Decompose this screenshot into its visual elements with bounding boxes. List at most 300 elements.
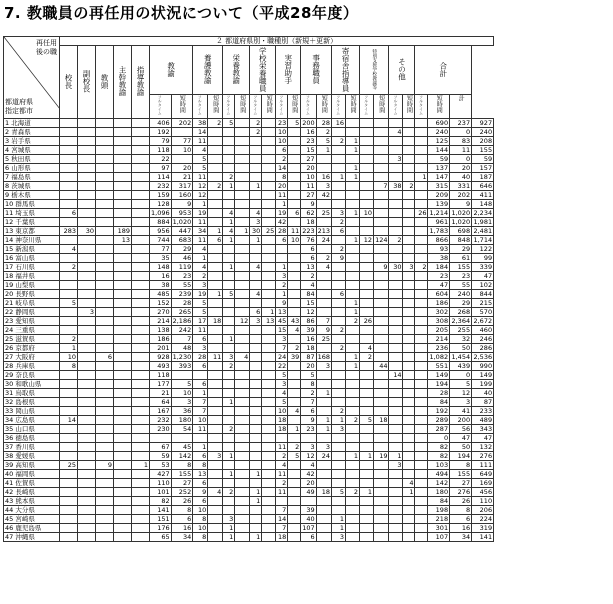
prefecture-name: 27 大阪府 bbox=[4, 353, 60, 362]
table-cell: 6 bbox=[332, 227, 346, 236]
table-cell bbox=[360, 272, 374, 281]
table-cell bbox=[332, 443, 346, 452]
table-cell bbox=[96, 479, 114, 488]
table-cell: 147 bbox=[428, 173, 450, 182]
table-cell: 157 bbox=[472, 164, 494, 173]
table-cell: 2,481 bbox=[473, 227, 493, 235]
table-cell bbox=[250, 200, 262, 209]
table-cell: 1 bbox=[262, 308, 276, 317]
table-cell bbox=[132, 146, 150, 155]
table-cell: 34 bbox=[450, 533, 472, 542]
table-cell bbox=[389, 227, 403, 236]
table-cell bbox=[235, 146, 250, 155]
table-cell: 4 bbox=[193, 146, 208, 155]
table-cell bbox=[262, 254, 276, 263]
table-cell: 13 bbox=[193, 470, 208, 479]
table-cell: 10 bbox=[60, 353, 78, 362]
table-cell bbox=[332, 272, 346, 281]
table-cell bbox=[208, 200, 223, 209]
table-cell bbox=[223, 245, 235, 254]
corner-top-label: 後の職 bbox=[36, 48, 57, 56]
table-row bbox=[4, 407, 494, 416]
table-cell bbox=[78, 209, 96, 218]
table-cell: 6 bbox=[96, 353, 114, 362]
table-row bbox=[4, 209, 494, 218]
table-cell bbox=[389, 425, 403, 434]
table-cell bbox=[374, 281, 389, 290]
table-cell: 237 bbox=[450, 119, 472, 128]
table-cell: 3 bbox=[78, 308, 96, 317]
table-cell: 6 bbox=[193, 380, 208, 389]
table-cell bbox=[415, 236, 428, 245]
table-cell bbox=[235, 119, 250, 128]
table-cell: 317 bbox=[171, 182, 193, 191]
table-cell: 25 bbox=[316, 335, 331, 344]
table-cell: 40 bbox=[472, 389, 494, 398]
table-cell: 49 bbox=[301, 488, 316, 497]
table-cell bbox=[208, 218, 223, 227]
table-cell bbox=[288, 218, 301, 227]
subheader-label: フルタイム bbox=[253, 95, 259, 115]
subheader-full bbox=[415, 95, 428, 119]
table-cell: 11 bbox=[276, 470, 288, 479]
table-cell bbox=[250, 452, 262, 461]
table-cell: 6 bbox=[171, 515, 193, 524]
table-cell: 4 bbox=[389, 128, 403, 137]
table-row bbox=[4, 515, 494, 524]
table-cell: 84 bbox=[428, 497, 450, 506]
table-cell: 744 bbox=[150, 236, 172, 245]
table-cell bbox=[360, 497, 374, 506]
table-cell: 155 bbox=[472, 146, 494, 155]
table-cell bbox=[150, 434, 172, 443]
subheader-full bbox=[360, 95, 374, 119]
table-cell bbox=[262, 164, 276, 173]
table-cell: 40 bbox=[301, 515, 316, 524]
prefecture-name: 14 神奈川県 bbox=[4, 236, 60, 245]
table-cell bbox=[193, 371, 208, 380]
table-cell bbox=[60, 479, 78, 488]
table-cell bbox=[250, 524, 262, 533]
table-cell: 87 bbox=[472, 398, 494, 407]
table-cell bbox=[132, 353, 150, 362]
table-cell: 14 bbox=[276, 515, 288, 524]
table-cell: 12 bbox=[301, 308, 316, 317]
table-cell bbox=[346, 533, 360, 542]
table-cell bbox=[96, 281, 114, 290]
table-cell bbox=[403, 209, 415, 218]
table-cell bbox=[288, 380, 301, 389]
table-cell: 11 bbox=[193, 236, 208, 245]
table-cell: 6 bbox=[193, 335, 208, 344]
table-cell bbox=[223, 416, 235, 425]
table-cell bbox=[132, 191, 150, 200]
table-cell: 93 bbox=[428, 245, 450, 254]
table-cell bbox=[389, 146, 403, 155]
table-cell bbox=[403, 281, 415, 290]
table-cell: 7 bbox=[276, 506, 288, 515]
table-cell bbox=[96, 362, 114, 371]
table-cell bbox=[403, 344, 415, 353]
table-cell: 1 bbox=[389, 452, 403, 461]
table-cell bbox=[96, 245, 114, 254]
table-cell bbox=[288, 137, 301, 146]
table-cell: 1 bbox=[223, 533, 235, 542]
table-cell bbox=[250, 146, 262, 155]
table-cell: 155 bbox=[450, 263, 472, 272]
table-cell: 1 bbox=[360, 452, 374, 461]
table-cell bbox=[346, 182, 360, 191]
table-cell bbox=[389, 488, 403, 497]
table-cell: 47 bbox=[472, 272, 494, 281]
subheader-label: 短時間 bbox=[377, 95, 385, 113]
subheader-short bbox=[235, 95, 250, 119]
table-cell: 45 bbox=[276, 317, 288, 326]
table-cell bbox=[250, 479, 262, 488]
category-header bbox=[150, 46, 193, 95]
table-cell bbox=[288, 515, 301, 524]
table-cell: 186 bbox=[428, 299, 450, 308]
table-cell: 6 bbox=[288, 209, 301, 218]
table-cell: 2 bbox=[332, 326, 346, 335]
table-cell: 2 bbox=[208, 119, 223, 128]
table-cell bbox=[262, 389, 276, 398]
table-cell bbox=[288, 182, 301, 191]
table-cell bbox=[208, 515, 223, 524]
table-cell bbox=[96, 317, 114, 326]
table-cell bbox=[374, 317, 389, 326]
table-cell: 23 bbox=[171, 272, 193, 281]
table-cell bbox=[332, 380, 346, 389]
table-cell bbox=[96, 254, 114, 263]
table-row bbox=[4, 488, 494, 497]
table-cell bbox=[235, 389, 250, 398]
table-cell: 3 bbox=[332, 425, 346, 434]
table-cell bbox=[132, 371, 150, 380]
table-cell bbox=[235, 218, 250, 227]
table-cell bbox=[316, 461, 331, 470]
table-cell: 43 bbox=[288, 317, 301, 326]
table-row bbox=[4, 371, 494, 380]
table-cell: 4 bbox=[223, 209, 235, 218]
table-cell bbox=[60, 191, 78, 200]
table-cell bbox=[262, 425, 276, 434]
table-cell: 3 bbox=[193, 344, 208, 353]
category-header bbox=[250, 46, 276, 95]
table-cell: 1 bbox=[276, 290, 288, 299]
table-cell bbox=[114, 308, 132, 317]
table-cell bbox=[332, 398, 346, 407]
table-row bbox=[4, 191, 494, 200]
table-row bbox=[4, 416, 494, 425]
table-cell bbox=[262, 497, 276, 506]
table-cell bbox=[60, 173, 78, 182]
table-cell bbox=[288, 470, 301, 479]
table-cell bbox=[276, 434, 288, 443]
table-cell bbox=[96, 200, 114, 209]
table-row bbox=[4, 146, 494, 155]
table-cell: 132 bbox=[472, 443, 494, 452]
table-cell bbox=[132, 173, 150, 182]
table-cell bbox=[374, 389, 389, 398]
table-cell bbox=[223, 479, 235, 488]
table-cell bbox=[403, 146, 415, 155]
table-cell bbox=[360, 218, 374, 227]
table-cell bbox=[96, 119, 114, 128]
table-cell: 5 bbox=[288, 119, 301, 128]
table-cell bbox=[132, 209, 150, 218]
table-cell bbox=[403, 470, 415, 479]
table-cell bbox=[132, 416, 150, 425]
table-cell: 551 bbox=[428, 362, 450, 371]
table-cell: 114 bbox=[150, 173, 172, 182]
table-cell bbox=[208, 524, 223, 533]
table-cell bbox=[60, 434, 78, 443]
subheader-label: フルタイム bbox=[279, 95, 285, 115]
table-cell bbox=[223, 254, 235, 263]
table-row bbox=[4, 470, 494, 479]
table-row bbox=[4, 119, 494, 128]
table-cell bbox=[374, 533, 389, 542]
table-cell bbox=[208, 191, 223, 200]
table-cell: 3 bbox=[389, 155, 403, 164]
table-cell bbox=[96, 452, 114, 461]
table-cell bbox=[208, 173, 223, 182]
table-cell: 11 bbox=[193, 218, 208, 227]
table-cell bbox=[235, 515, 250, 524]
table-cell: 884 bbox=[150, 218, 172, 227]
table-cell: 5 bbox=[223, 290, 235, 299]
subheader-label: 短時間 bbox=[405, 95, 413, 113]
table-cell: 308 bbox=[428, 317, 450, 326]
table-cell bbox=[114, 335, 132, 344]
table-cell bbox=[374, 200, 389, 209]
table-cell bbox=[415, 146, 428, 155]
table-cell bbox=[114, 254, 132, 263]
table-cell bbox=[78, 326, 96, 335]
table-cell bbox=[208, 425, 223, 434]
table-cell bbox=[114, 443, 132, 452]
table-cell bbox=[360, 371, 374, 380]
table-cell bbox=[316, 155, 331, 164]
table-cell bbox=[389, 515, 403, 524]
category-header bbox=[276, 46, 301, 95]
table-cell bbox=[60, 254, 78, 263]
table-cell bbox=[96, 398, 114, 407]
category-label: 教諭 bbox=[166, 61, 176, 77]
table-cell: 3 bbox=[250, 218, 262, 227]
table-cell: 20 bbox=[450, 164, 472, 173]
table-cell bbox=[389, 506, 403, 515]
table-cell bbox=[346, 461, 360, 470]
table-cell: 25 bbox=[262, 227, 276, 236]
table-cell: 177 bbox=[150, 380, 172, 389]
table-cell bbox=[235, 128, 250, 137]
table-cell bbox=[96, 371, 114, 380]
table-cell bbox=[332, 128, 346, 137]
table-cell bbox=[132, 236, 150, 245]
table-cell: 119 bbox=[171, 263, 193, 272]
table-cell bbox=[114, 191, 132, 200]
table-cell: 4 bbox=[193, 263, 208, 272]
table-cell bbox=[78, 173, 96, 182]
table-cell bbox=[415, 488, 428, 497]
table-cell bbox=[132, 227, 150, 236]
table-cell: 118 bbox=[150, 146, 172, 155]
table-cell: 15 bbox=[301, 299, 316, 308]
table-cell: 283 bbox=[60, 227, 78, 236]
table-cell: 2 bbox=[276, 155, 288, 164]
table-cell: 2 bbox=[332, 407, 346, 416]
table-cell bbox=[235, 308, 250, 317]
table-cell bbox=[96, 191, 114, 200]
table-row bbox=[4, 380, 494, 389]
table-cell: 19 bbox=[193, 209, 208, 218]
table-cell: 7 bbox=[374, 182, 389, 191]
subheader-label: フルタイム bbox=[305, 95, 311, 115]
table-cell bbox=[415, 407, 428, 416]
table-cell: 1,096 bbox=[151, 209, 170, 217]
table-cell: 11 bbox=[301, 182, 316, 191]
table-cell: 4 bbox=[276, 461, 288, 470]
table-cell: 6 bbox=[208, 236, 223, 245]
table-cell bbox=[96, 443, 114, 452]
table-cell bbox=[403, 173, 415, 182]
table-cell: 649 bbox=[472, 470, 494, 479]
table-cell: 1 bbox=[346, 236, 360, 245]
table-cell: 315 bbox=[428, 182, 450, 191]
table-cell bbox=[332, 317, 346, 326]
table-cell: 301 bbox=[428, 524, 450, 533]
subheader-label: 短時間 bbox=[435, 95, 443, 113]
table-cell: 2 bbox=[316, 128, 331, 137]
table-cell: 8 bbox=[60, 362, 78, 371]
subheader-label: 短時間 bbox=[320, 95, 328, 113]
table-cell bbox=[403, 218, 415, 227]
table-cell: 111 bbox=[472, 461, 494, 470]
prefecture-name: 41 佐賀県 bbox=[4, 479, 60, 488]
table-cell bbox=[223, 317, 235, 326]
table-cell bbox=[360, 173, 374, 182]
table-cell: 493 bbox=[150, 362, 172, 371]
table-cell: 447 bbox=[171, 227, 193, 236]
table-row bbox=[4, 533, 494, 542]
table-cell: 54 bbox=[171, 425, 193, 434]
table-cell: 5 bbox=[316, 137, 331, 146]
table-cell bbox=[114, 425, 132, 434]
category-label: 校長 bbox=[64, 73, 73, 89]
table-cell bbox=[316, 479, 331, 488]
table-cell bbox=[374, 209, 389, 218]
table-cell: 214 bbox=[428, 335, 450, 344]
table-row bbox=[4, 155, 494, 164]
table-cell bbox=[360, 362, 374, 371]
table-cell: 50 bbox=[450, 443, 472, 452]
table-cell bbox=[250, 164, 262, 173]
table-cell bbox=[250, 515, 262, 524]
category-header bbox=[193, 46, 223, 95]
table-cell bbox=[262, 200, 276, 209]
table-cell bbox=[193, 434, 208, 443]
prefecture-name: 23 愛知県 bbox=[4, 317, 60, 326]
table-cell bbox=[374, 380, 389, 389]
table-cell: 144 bbox=[428, 146, 450, 155]
table-cell bbox=[132, 362, 150, 371]
table-row bbox=[4, 317, 494, 326]
table-cell bbox=[332, 155, 346, 164]
table-cell: 11 bbox=[276, 488, 288, 497]
table-cell bbox=[288, 200, 301, 209]
table-row bbox=[4, 236, 494, 245]
table-cell: 6 bbox=[301, 407, 316, 416]
table-cell: 0 bbox=[450, 128, 472, 137]
table-cell: 102 bbox=[472, 281, 494, 290]
table-cell bbox=[415, 254, 428, 263]
table-cell: 1 bbox=[403, 488, 415, 497]
table-cell: 12 bbox=[360, 236, 374, 245]
table-cell bbox=[60, 200, 78, 209]
table-cell bbox=[360, 191, 374, 200]
table-cell bbox=[223, 146, 235, 155]
table-cell bbox=[374, 497, 389, 506]
table-cell: 1,020 bbox=[451, 209, 471, 217]
table-cell bbox=[332, 335, 346, 344]
table-cell: 5 bbox=[193, 164, 208, 173]
table-cell bbox=[403, 434, 415, 443]
table-cell: 38 bbox=[428, 254, 450, 263]
prefecture-name: 20 長野県 bbox=[4, 290, 60, 299]
table-cell bbox=[114, 398, 132, 407]
table-cell bbox=[78, 398, 96, 407]
table-cell bbox=[262, 533, 276, 542]
table-cell bbox=[60, 425, 78, 434]
table-cell bbox=[96, 515, 114, 524]
table-cell bbox=[389, 119, 403, 128]
subheader-full bbox=[193, 95, 208, 119]
table-cell bbox=[403, 137, 415, 146]
table-cell bbox=[415, 137, 428, 146]
table-cell: 11 bbox=[208, 353, 223, 362]
table-cell bbox=[389, 353, 403, 362]
table-cell bbox=[360, 425, 374, 434]
table-cell: 2 bbox=[60, 263, 78, 272]
table-cell: 184 bbox=[428, 263, 450, 272]
table-cell: 2 bbox=[276, 479, 288, 488]
table-cell: 1 bbox=[193, 200, 208, 209]
table-cell: 1 bbox=[332, 416, 346, 425]
table-cell bbox=[235, 254, 250, 263]
table-cell bbox=[60, 155, 78, 164]
table-cell: 7 bbox=[171, 335, 193, 344]
table-cell: 139 bbox=[428, 200, 450, 209]
table-cell bbox=[235, 164, 250, 173]
table-cell: 47 bbox=[450, 434, 472, 443]
table-row bbox=[4, 479, 494, 488]
table-cell: 97 bbox=[150, 164, 172, 173]
table-cell bbox=[346, 245, 360, 254]
table-cell bbox=[78, 317, 96, 326]
table-row bbox=[4, 290, 494, 299]
table-cell: 5 bbox=[301, 371, 316, 380]
table-cell: 141 bbox=[150, 506, 172, 515]
table-cell: 494 bbox=[428, 470, 450, 479]
table-cell bbox=[403, 506, 415, 515]
table-cell: 24 bbox=[316, 452, 331, 461]
table-cell: 5 bbox=[193, 308, 208, 317]
table-cell bbox=[208, 479, 223, 488]
table-cell bbox=[389, 290, 403, 299]
table-cell bbox=[316, 506, 331, 515]
